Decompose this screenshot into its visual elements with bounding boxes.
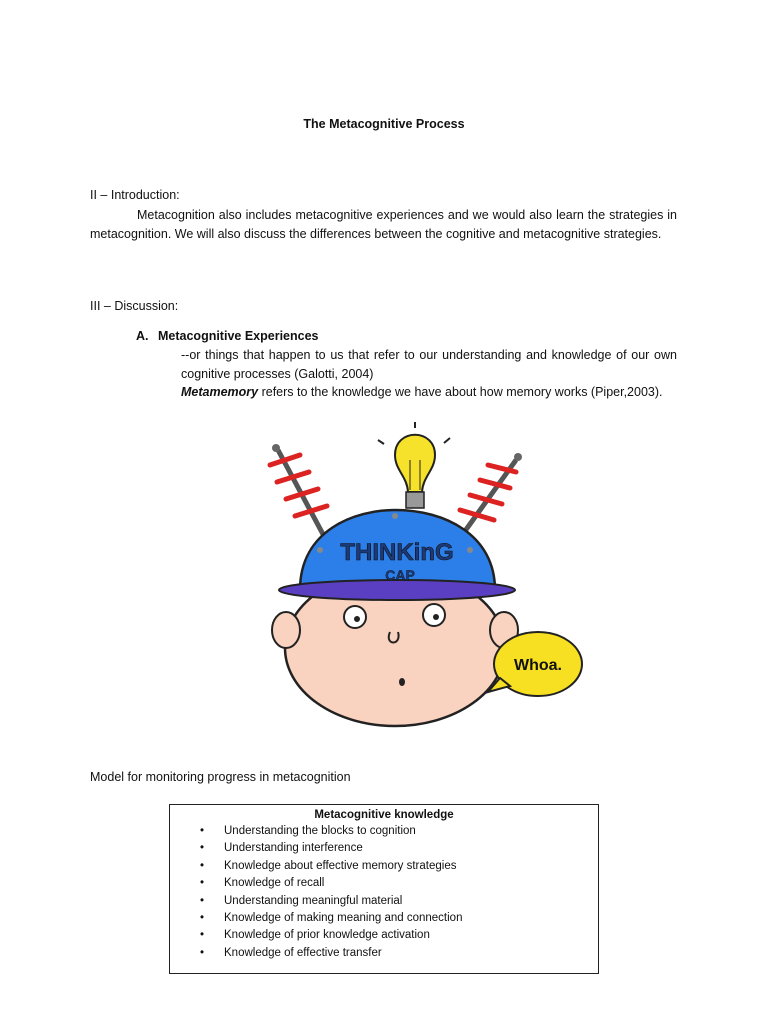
speech-text: Whoa.	[514, 657, 562, 674]
metacognitive-knowledge-box	[169, 804, 599, 974]
list-item: • Understanding the blocks to cognition	[170, 823, 598, 840]
list-item: • Knowledge of recall	[170, 875, 598, 892]
bullet-icon: •	[200, 894, 205, 907]
light-bulb-icon	[378, 422, 450, 508]
metamemory-term: Metamemory	[181, 385, 259, 399]
list-item: • Knowledge of making meaning and connection	[170, 910, 598, 927]
metamemory-text: refers to the knowledge we have about how memory works (Piper,2003).	[258, 385, 663, 399]
model-caption: Model for monitoring progress in metacognition	[90, 770, 351, 784]
list-item: • Knowledge about effective memory strategies	[170, 858, 598, 875]
bullet-icon: •	[200, 912, 205, 925]
knowledge-list	[170, 823, 598, 962]
list-item: • Knowledge of effective transfer	[170, 945, 598, 962]
cap-icon	[279, 510, 515, 600]
bullet-icon: •	[200, 877, 205, 890]
bullet-icon: •	[200, 825, 205, 837]
page-title: The Metacognitive Process	[303, 117, 465, 131]
bullet-icon: •	[200, 946, 205, 959]
list-item: • Knowledge of prior knowledge activation	[170, 927, 598, 944]
list-item: • Understanding meaningful material	[170, 893, 598, 910]
section-a-definition: --or things that happen to us that refer to our understanding and knowledge of our own cognitive processes (Galotti, 2004)	[181, 348, 677, 381]
bullet-icon: •	[200, 842, 205, 855]
intro-paragraph: Metacognition also includes metacognitive experiences and we would also learn the strategies in metacognition. We will also discuss the differences between the cognitive and metacognitive strategies.	[90, 208, 677, 241]
cap-subtext: CAP	[385, 567, 415, 583]
section-a-marker: A.	[136, 329, 149, 343]
cap-text: THINKinG	[340, 539, 454, 566]
left-antenna-icon	[270, 444, 327, 538]
right-antenna-icon	[460, 453, 522, 538]
list-item: • Understanding interference	[170, 840, 598, 857]
section-a-title: Metacognitive Experiences	[158, 329, 319, 343]
discussion-heading: III – Discussion:	[90, 299, 179, 313]
bullet-icon: •	[200, 929, 205, 942]
box-heading: Metacognitive knowledge	[314, 809, 454, 821]
intro-heading: II – Introduction:	[90, 188, 180, 202]
thinking-cap-illustration	[260, 420, 590, 730]
bullet-icon: •	[200, 859, 205, 872]
metamemory-paragraph	[181, 383, 677, 402]
